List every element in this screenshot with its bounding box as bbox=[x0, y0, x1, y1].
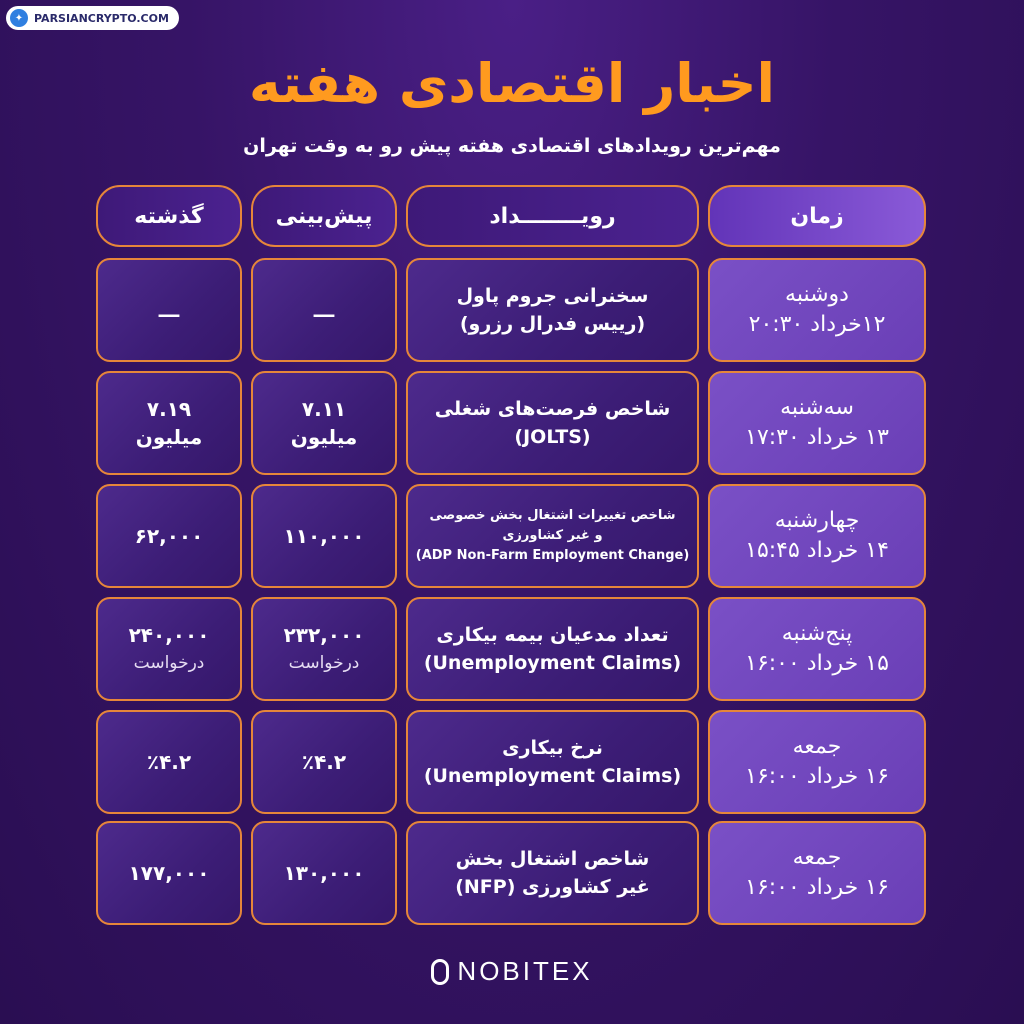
row-event-line2: (Unemployment Claims) bbox=[423, 652, 682, 674]
table-row-forecast bbox=[251, 484, 397, 588]
row-previous-value: ۶۲,۰۰۰ bbox=[134, 524, 204, 548]
row-date: ۱۶ خرداد ۱۶:۰۰ bbox=[745, 875, 889, 900]
header-forecast: پیش‌بینی bbox=[251, 185, 397, 247]
row-forecast-value: ۱۳۰,۰۰۰ bbox=[283, 861, 365, 885]
footer-brand bbox=[0, 956, 1024, 987]
row-event-line1: شاخص اشتغال بخش bbox=[455, 848, 650, 870]
page-title: اخبار اقتصادی هفته bbox=[248, 52, 776, 115]
row-forecast-value: ۲۳۲,۰۰۰ bbox=[283, 623, 365, 647]
parsiancrypto-logo-icon: ✦ bbox=[10, 9, 28, 27]
row-forecast-value: ٪۴.۲ bbox=[301, 750, 347, 774]
row-event-line2: و غیر کشاورزی bbox=[502, 528, 603, 543]
row-event-line2: غیر کشاورزی (NFP) bbox=[455, 876, 650, 898]
row-day: چهارشنبه bbox=[774, 508, 860, 533]
row-previous-value: ٪۴.۲ bbox=[146, 750, 192, 774]
row-date: ۱۲خرداد ۲۰:۳۰ bbox=[748, 312, 886, 337]
table-row-previous bbox=[96, 821, 242, 925]
table-row-time bbox=[708, 710, 926, 814]
table-row-previous bbox=[96, 484, 242, 588]
header-time: زمان bbox=[708, 185, 926, 247]
row-event-line2: (Unemployment Claims) bbox=[423, 765, 682, 787]
row-event-line1: تعداد مدعیان بیمه بیکاری bbox=[436, 624, 669, 646]
row-forecast-value: ۷.۱۱ bbox=[301, 397, 347, 421]
row-previous-value: ۱۷۷,۰۰۰ bbox=[128, 861, 210, 885]
row-previous-value: ۷.۱۹ bbox=[146, 397, 192, 421]
watermark-text: PARSIANCRYPTO.COM bbox=[34, 11, 169, 25]
row-previous-unit: میلیون bbox=[135, 425, 203, 449]
row-previous-value: ـــ bbox=[158, 298, 180, 322]
row-forecast-unit: میلیون bbox=[290, 425, 358, 449]
row-forecast-value: ـــ bbox=[313, 298, 335, 322]
row-previous-unit: درخواست bbox=[133, 653, 205, 673]
row-forecast-value: ۱۱۰,۰۰۰ bbox=[283, 524, 365, 548]
row-event-line1: سخنرانی جروم پاول bbox=[456, 285, 649, 307]
row-day: دوشنبه bbox=[785, 282, 849, 307]
table-row-time bbox=[708, 484, 926, 588]
table-row-forecast bbox=[251, 821, 397, 925]
row-event-line1: شاخص تغییرات اشتغال بخش خصوصی bbox=[429, 508, 676, 523]
row-event-line2: (JOLTS) bbox=[514, 426, 591, 448]
table-row-previous bbox=[96, 597, 242, 701]
watermark-badge bbox=[6, 6, 179, 30]
page-subtitle: مهم‌ترین رویدادهای اقتصادی هفته پیش رو به وقت تهران bbox=[243, 135, 781, 157]
footer-brand-text: NOBITEX bbox=[457, 956, 593, 986]
table-row-event bbox=[406, 484, 699, 588]
table-row-previous bbox=[96, 371, 242, 475]
table-row-time bbox=[708, 597, 926, 701]
header-event: رویــــــــداد bbox=[406, 185, 699, 247]
row-date: ۱۴ خرداد ۱۵:۴۵ bbox=[745, 538, 889, 563]
row-event-line3: (ADP Non-Farm Employment Change) bbox=[415, 548, 690, 563]
row-day: جمعه bbox=[792, 734, 842, 759]
nobitex-logo-icon bbox=[431, 959, 449, 985]
table-row-event bbox=[406, 258, 699, 362]
row-event-line1: شاخص فرصت‌های شغلی bbox=[434, 398, 671, 420]
row-forecast-unit: درخواست bbox=[288, 653, 360, 673]
table-row-forecast bbox=[251, 597, 397, 701]
table-row-event bbox=[406, 597, 699, 701]
table-row-event bbox=[406, 371, 699, 475]
table-row-time bbox=[708, 258, 926, 362]
row-day: جمعه bbox=[792, 845, 842, 870]
row-date: ۱۵ خرداد ۱۶:۰۰ bbox=[745, 651, 889, 676]
row-event-line1: نرخ بیکاری bbox=[502, 737, 603, 759]
table-row-previous bbox=[96, 258, 242, 362]
table-row-time bbox=[708, 821, 926, 925]
row-date: ۱۳ خرداد ۱۷:۳۰ bbox=[745, 425, 889, 450]
table-row-event bbox=[406, 710, 699, 814]
table-row-forecast bbox=[251, 710, 397, 814]
row-date: ۱۶ خرداد ۱۶:۰۰ bbox=[745, 764, 889, 789]
row-previous-value: ۲۴۰,۰۰۰ bbox=[128, 623, 210, 647]
row-day: سه‌شنبه bbox=[780, 395, 854, 420]
table-row-time bbox=[708, 371, 926, 475]
table-row-event bbox=[406, 821, 699, 925]
row-event-line2: (رییس فدرال رزرو) bbox=[459, 313, 646, 335]
table-row-forecast bbox=[251, 258, 397, 362]
table-row-previous bbox=[96, 710, 242, 814]
header-previous: گذشته bbox=[96, 185, 242, 247]
table-row-forecast bbox=[251, 371, 397, 475]
row-day: پنج‌شنبه bbox=[781, 621, 853, 646]
